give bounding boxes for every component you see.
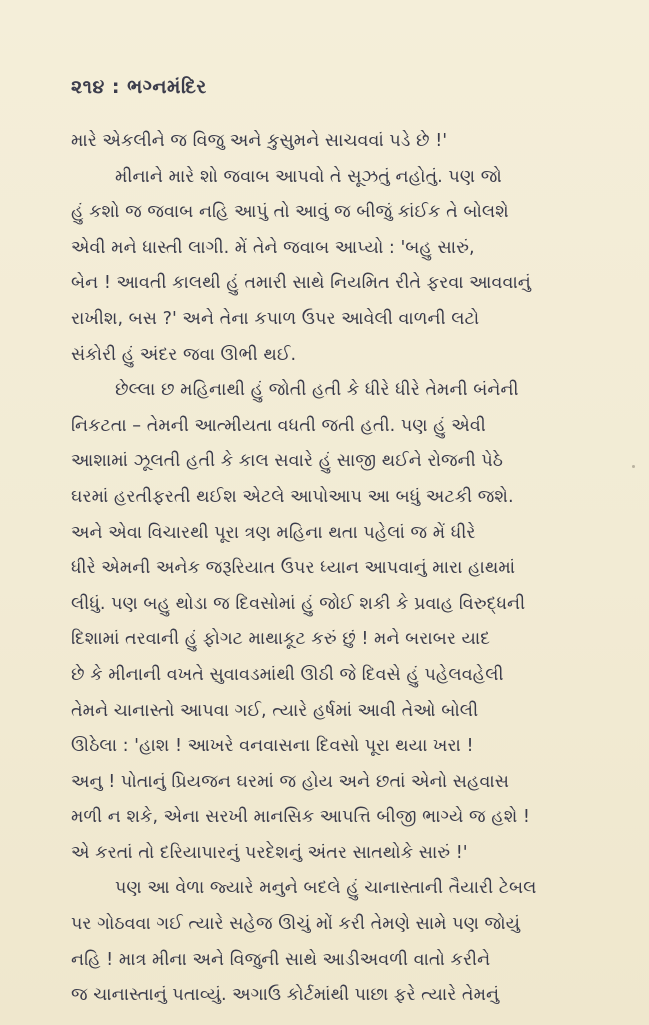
text-line: નહિ ! માત્ર મીના અને વિજુની સાથે આડીઅવળી વાતો કરીને xyxy=(71,949,491,970)
text-line: છેલ્લા છ મહિનાથી હું જોતી હતી કે ધીરે ધીરે તેમની બંનેની xyxy=(115,380,519,401)
text-line: તેમને ચાનાસ્તો આપવા ગઈ, ત્યારે હર્ષમાં આવી તેઓ બોલી xyxy=(71,700,479,721)
paper-speck xyxy=(632,465,635,468)
paragraph xyxy=(71,124,617,160)
text-line: પણ આ વેળા જ્યારે મનુને બદલે હું ચાનાસ્તાની તૈયારી ટેબલ xyxy=(115,878,537,899)
text-line: પર ગોઠવવા ગઈ ત્યારે સહેજ ઊચું મોં કરી તેમણે સામે પણ જોયું xyxy=(71,914,521,935)
text-line: એવી મને ધાસ્તી લાગી. મેં તેને જવાબ આપ્યો : 'બહુ સારું, xyxy=(71,237,475,258)
text-line: સંકોરી હું અંદર જવા ઊભી થઈ. xyxy=(71,344,297,365)
text-line: અનુ ! પોતાનું પ્રિયજન ઘરમાં જ હોય અને છતાં એનો સહવાસ xyxy=(71,771,509,792)
body-text xyxy=(71,124,617,1014)
text-line: મળી ન શકે, એના સરખી માનસિક આપત્તિ બીજી ભાગ્યે જ હશે ! xyxy=(71,807,530,828)
text-line: લીધું. પણ બહુ થોડા જ દિવસોમાં હું જોઈ શકી કે પ્રવાહ વિરુદ્ધની xyxy=(71,593,526,614)
text-line: ઘરમાં હરતીફરતી થઈશ એટલે આપોઆપ આ બધું અટકી જશે. xyxy=(71,486,514,507)
text-line: બેન ! આવતી કાલથી હું તમારી સાથે નિયમિત રીતે ફરવા આવવાનું xyxy=(71,273,531,294)
text-line: રાખીશ, બસ ?' અને તેના કપાળ ઉપર આવેલી વાળની લટો xyxy=(71,308,480,329)
text-line: એ કરતાં તો દરિયાપારનું પરદેશનું અંતર સાતથોકે સારું !' xyxy=(71,842,468,863)
paragraph xyxy=(71,871,617,1013)
text-line: ધીરે એમની અનેક જરૂરિયાત ઉપર ધ્યાન આપવાનું મારા હાથમાં xyxy=(71,558,516,579)
text-line: મારે એકલીને જ વિજુ અને કુસુમને સાચવવાં પડે છે !' xyxy=(71,131,448,151)
paragraph xyxy=(71,160,617,374)
text-line: છે કે મીનાની વખતે સુવાવડમાંથી ઊઠી જે દિવસે હું પહેલવહેલી xyxy=(71,664,504,685)
text-line: જ ચાનાસ્તાનું પતાવ્યું. અગાઉ કોર્ટમાંથી પાછા ફરે ત્યારે તેમનું xyxy=(71,985,500,1006)
text-line: અને એવા વિચારથી પૂરા ત્રણ મહિના થતા પહેલાં જ મેં ધીરે xyxy=(71,522,476,543)
text-line: હું કશો જ જવાબ નહિ આપું તો આવું જ બીજું કાંઈક તે બોલશે xyxy=(71,202,509,223)
text-line: મીનાને મારે શો જવાબ આપવો તે સૂઝતું નહોતું. પણ જો xyxy=(115,166,502,187)
text-line: આશામાં ઝૂલતી હતી કે કાલ સવારે હું સાજી થઈને રોજની પેઠે xyxy=(71,451,504,472)
text-line: દિશામાં તરવાની હું ફોગટ માથાકૂટ કરું છું ! મને બરાબર યાદ xyxy=(71,629,491,650)
text-line: નિકટતા – તેમની આત્મીયતા વધતી જતી હતી. પણ હું એવી xyxy=(71,415,486,436)
paragraph xyxy=(71,373,617,871)
text-line: ઊઠેલા : 'હાશ ! આખરે વનવાસના દિવસો પૂરા થયા ખરા ! xyxy=(71,736,474,757)
running-head: ૨૧૪ : ભગ્નમંદિર xyxy=(71,76,207,98)
